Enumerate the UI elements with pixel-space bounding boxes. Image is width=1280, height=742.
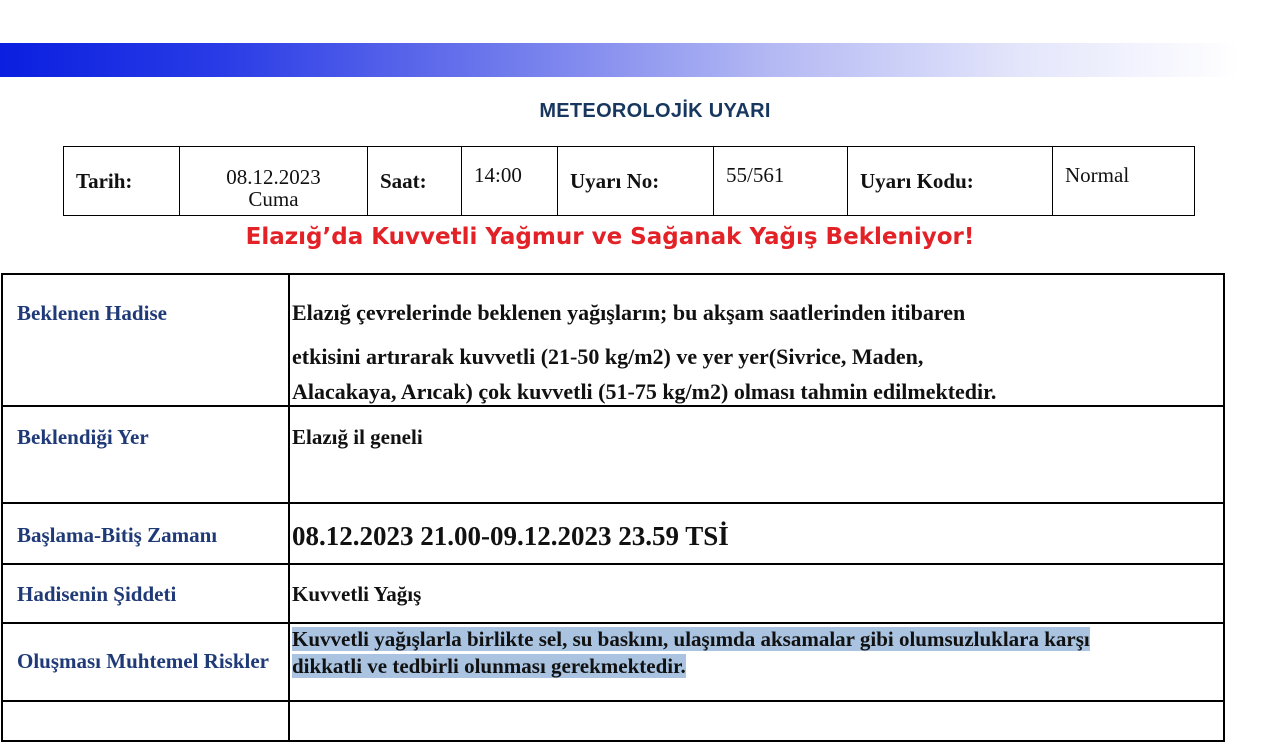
warning-meta-table — [63, 146, 1195, 216]
table-row — [2, 274, 1224, 406]
warning-no-label: Uyarı No: — [558, 147, 714, 216]
document-title: METEOROLOJİK UYARI — [539, 100, 771, 122]
row-value-expected-place: Elazığ il geneli — [289, 406, 1224, 503]
row-value-severity: Kuvvetli Yağış — [289, 564, 1224, 623]
date-label: Tarih: — [64, 147, 180, 216]
date-value: 08.12.2023 — [226, 165, 321, 189]
event-line-2: etkisini artırarak kuvvetli (21-50 kg/m2) ve yer yer(Sivrice, Maden, — [292, 344, 924, 369]
date-value-cell — [180, 147, 368, 216]
warning-details-table — [1, 273, 1225, 742]
table-row — [2, 623, 1224, 701]
row-label-severity: Hadisenin Şiddeti — [2, 564, 289, 623]
day-value: Cuma — [248, 187, 299, 211]
row-label-cut — [2, 701, 289, 741]
warning-no-value: 55/561 — [714, 147, 848, 216]
warning-code-value: Normal — [1053, 147, 1195, 216]
row-label-risks: Oluşması Muhtemel Riskler — [2, 623, 289, 701]
time-label: Saat: — [368, 147, 462, 216]
time-value: 14:00 — [462, 147, 558, 216]
header-gradient-bar — [0, 43, 1240, 77]
event-line-1: Elazığ çevrelerinde beklenen yağışların; bu akşam saatlerinden itibaren — [292, 300, 966, 325]
row-label-start-end: Başlama-Bitiş Zamanı — [2, 503, 289, 564]
row-value-risks — [289, 623, 1224, 701]
event-line-3: Alacakaya, Arıcak) çok kuvvetli (51-75 kg/m2) olması tahmin edilmektedir. — [292, 379, 997, 404]
row-value-cut — [289, 701, 1224, 741]
table-row — [2, 564, 1224, 623]
row-value-start-end: 08.12.2023 21.00-09.12.2023 23.59 TSİ — [289, 503, 1224, 564]
row-label-expected-place: Beklendiği Yer — [2, 406, 289, 503]
table-row — [2, 701, 1224, 741]
row-label-expected-event: Beklenen Hadise — [2, 274, 289, 406]
risks-line-1: Kuvvetli yağışlarla birlikte sel, su baskını, ulaşımda aksamalar gibi olumsuzluklara karşı — [292, 627, 1090, 651]
risks-line-2: dikkatli ve tedbirli olunması gerekmektedir. — [292, 654, 686, 678]
warning-code-label: Uyarı Kodu: — [848, 147, 1053, 216]
row-value-expected-event — [289, 274, 1224, 406]
table-row — [2, 406, 1224, 503]
table-row — [2, 503, 1224, 564]
warning-headline: Elazığ’da Kuvvetli Yağmur ve Sağanak Yağış Bekleniyor! — [245, 224, 975, 250]
